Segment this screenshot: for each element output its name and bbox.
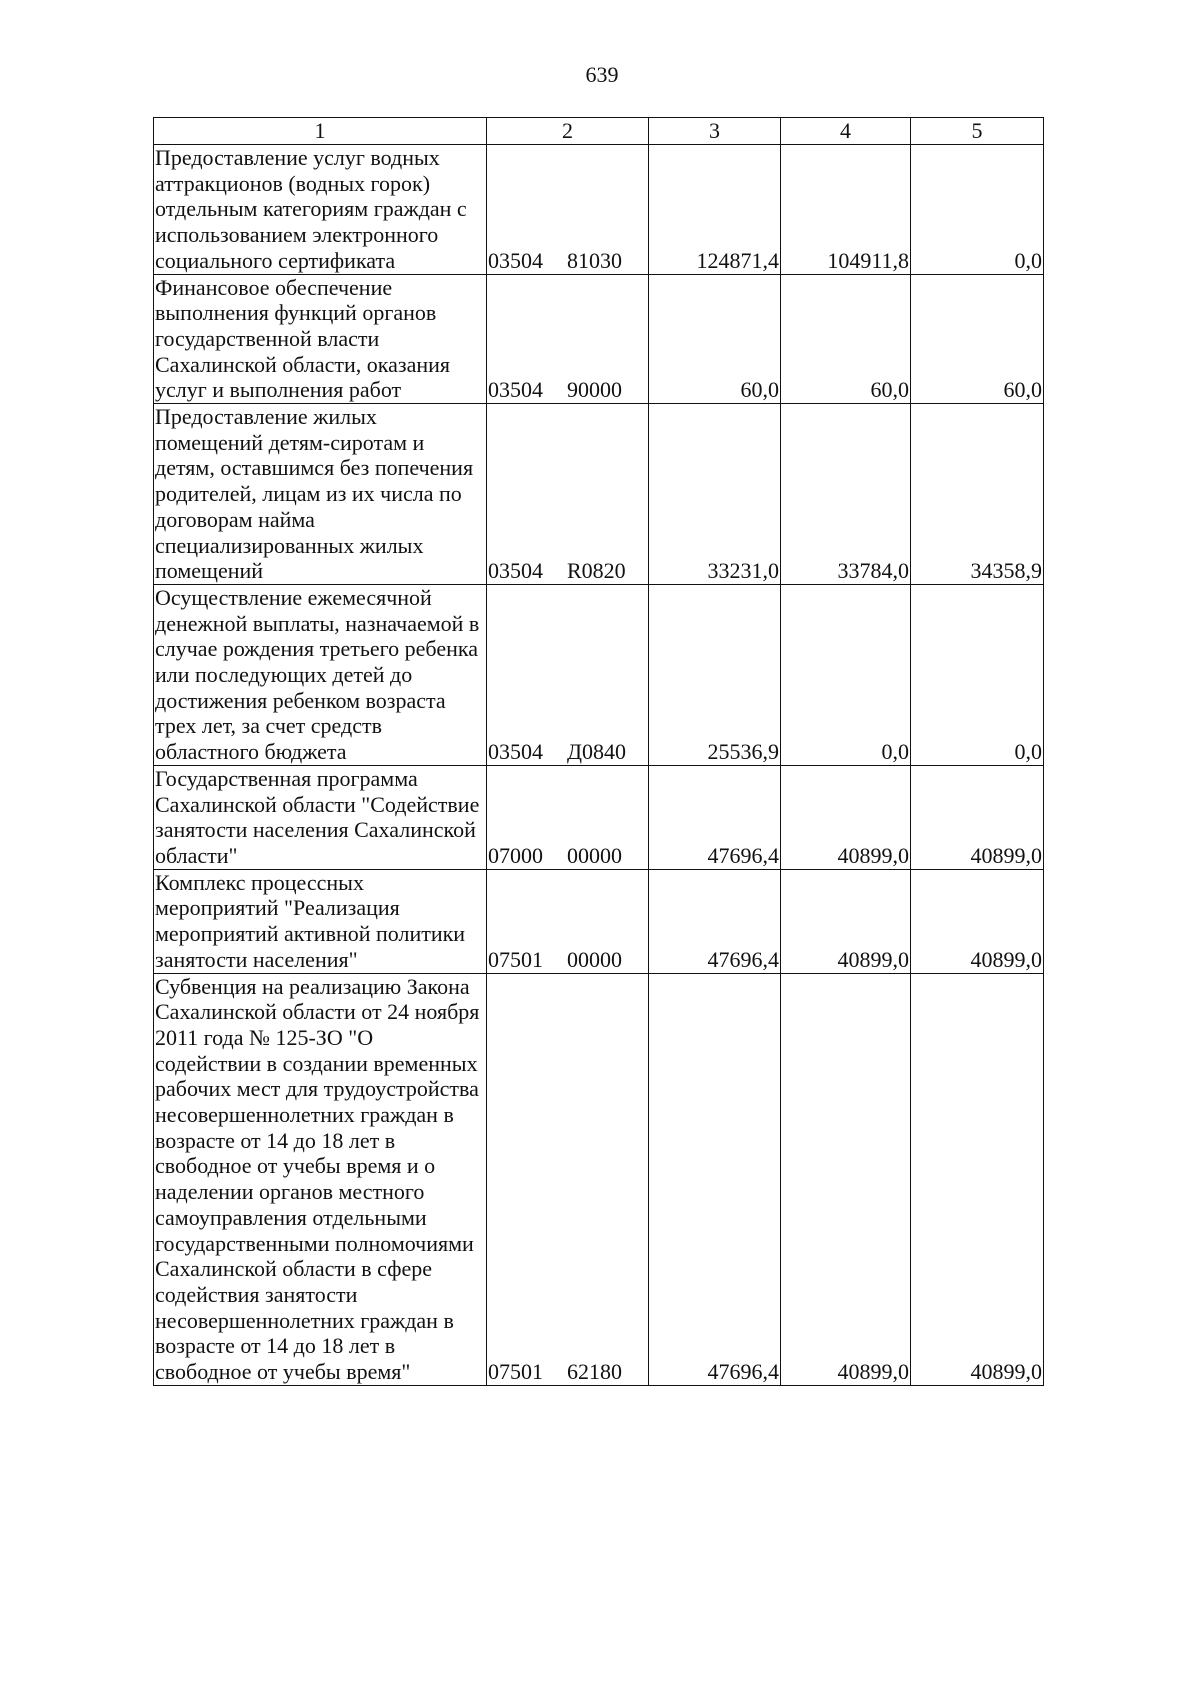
code-cell	[487, 869, 649, 973]
amount-col-5: 0,0	[911, 145, 1044, 275]
table-row	[154, 765, 1044, 869]
amount-col-5: 34358,9	[911, 404, 1044, 585]
table-row	[154, 973, 1044, 1385]
table-row	[154, 584, 1044, 765]
row-description: Предоставление жилых помещений детям-сиротам и детям, оставшимся без попечения родителей, лицам из их числа по договорам найма специализированных жилых помещений	[154, 404, 487, 585]
code-cell	[487, 145, 649, 275]
amount-col-3: 124871,4	[649, 145, 781, 275]
amount-col-5: 40899,0	[911, 765, 1044, 869]
amount-col-4: 40899,0	[781, 765, 911, 869]
amount-col-5: 40899,0	[911, 973, 1044, 1385]
amount-col-4: 60,0	[781, 274, 911, 404]
amount-col-5: 0,0	[911, 584, 1044, 765]
program-code: 07501	[488, 946, 543, 972]
program-code: 03504	[488, 247, 543, 273]
program-code: 07501	[488, 1359, 543, 1385]
row-description: Финансовое обеспечение выполнения функций органов государственной власти Сахалинской области, оказания услуг и выполнения работ	[154, 274, 487, 404]
amount-col-3: 60,0	[649, 274, 781, 404]
program-code: 07000	[488, 842, 543, 868]
amount-col-4: 40899,0	[781, 869, 911, 973]
table-row	[154, 869, 1044, 973]
direction-code: 90000	[567, 377, 622, 403]
direction-code: 00000	[567, 842, 622, 868]
budget-table	[153, 117, 1044, 1386]
program-code: 03504	[488, 739, 543, 765]
code-cell	[487, 973, 649, 1385]
amount-col-5: 60,0	[911, 274, 1044, 404]
column-header-2: 2	[487, 118, 649, 145]
column-header-4: 4	[781, 118, 911, 145]
page-number: 639	[585, 62, 619, 87]
row-description: Предоставление услуг водных аттракционов (водных горок) отдельным категориям граждан с использованием электронного социального сертификата	[154, 145, 487, 275]
amount-col-4: 40899,0	[781, 973, 911, 1385]
row-description: Государственная программа Сахалинской области "Содействие занятости населения Сахалинской области"	[154, 765, 487, 869]
direction-code: 81030	[567, 247, 622, 273]
amount-col-3: 47696,4	[649, 869, 781, 973]
direction-code: R0820	[567, 558, 626, 584]
column-header-1: 1	[154, 118, 487, 145]
row-description: Осуществление ежемесячной денежной выплаты, назначаемой в случае рождения третьего ребенка или последующих детей до достижения ребенком возраста трех лет, за счет средств областного бюджета	[154, 584, 487, 765]
row-description: Субвенция на реализацию Закона Сахалинской области от 24 ноября 2011 года № 125-ЗО "О содействии в создании временных рабочих мест для трудоустройства несовершеннолетних граждан в возрасте от 14 до 18 лет в свободное от учебы время и о наделении органов местного самоуправления отдельными государственными полномочиями Сахалинской области в сфере содействия занятости несовершеннолетних граждан в возрасте от 14 до 18 лет в свободное от учебы время"	[154, 973, 487, 1385]
column-header-5: 5	[911, 118, 1044, 145]
table-row	[154, 145, 1044, 275]
row-description: Комплекс процессных мероприятий "Реализация мероприятий активной политики занятости населения"	[154, 869, 487, 973]
amount-col-4: 33784,0	[781, 404, 911, 585]
amount-col-4: 104911,8	[781, 145, 911, 275]
amount-col-4: 0,0	[781, 584, 911, 765]
amount-col-3: 47696,4	[649, 765, 781, 869]
direction-code: 62180	[567, 1359, 622, 1385]
program-code: 03504	[488, 377, 543, 403]
code-cell	[487, 404, 649, 585]
amount-col-3: 33231,0	[649, 404, 781, 585]
table-row	[154, 274, 1044, 404]
table-header	[154, 118, 1044, 145]
table-row	[154, 404, 1044, 585]
code-cell	[487, 765, 649, 869]
code-cell	[487, 584, 649, 765]
header-row	[154, 118, 1044, 145]
direction-code: Д0840	[567, 739, 627, 765]
amount-col-3: 47696,4	[649, 973, 781, 1385]
amount-col-3: 25536,9	[649, 584, 781, 765]
table-body	[154, 145, 1044, 1386]
program-code: 03504	[488, 558, 543, 584]
direction-code: 00000	[567, 946, 622, 972]
column-header-3: 3	[649, 118, 781, 145]
amount-col-5: 40899,0	[911, 869, 1044, 973]
code-cell	[487, 274, 649, 404]
